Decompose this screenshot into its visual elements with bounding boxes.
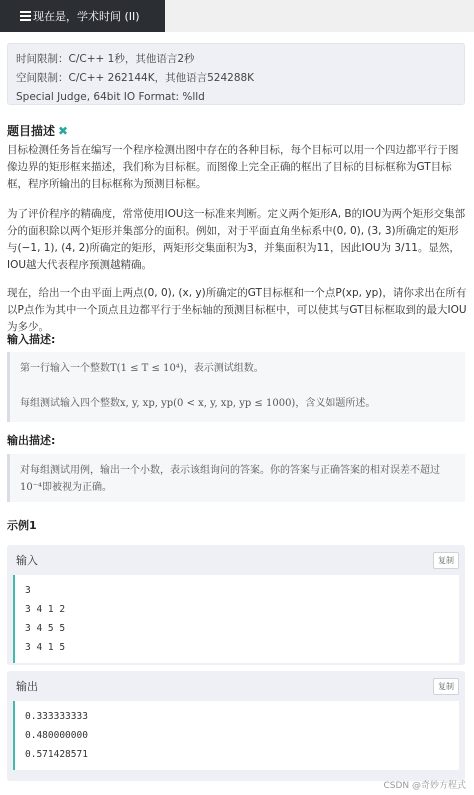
example-input-content bbox=[13, 575, 459, 663]
nav-tab-current[interactable] bbox=[0, 0, 165, 32]
problem-paragraph-3: 现在，给出一个由平面上两点(0, 0), (x, y)所确定的GT目标框和一个点P(xp, yp)，请你求出在所有以P点作为其中一个顶点且边都平行于坐标轴的预测目标框中，可以使其与GT目标框取到的最大IOU为多少。 bbox=[7, 287, 467, 333]
input-desc-title: 输入描述: bbox=[7, 333, 56, 346]
input-desc-line-2: 每组测试输入四个整数x, y, xp, yp(0 < x, y, xp, yp ≤ 1000)，含义如题所述。 bbox=[20, 398, 376, 409]
copy-output-button[interactable]: 复制 bbox=[433, 678, 459, 695]
output-line: 0.571428571 bbox=[25, 749, 88, 760]
input-line: 3 4 1 5 bbox=[25, 642, 66, 653]
problem-title bbox=[7, 122, 68, 139]
nav-tab-title: 现在是，学术时间 (II) bbox=[33, 10, 140, 23]
judge-info: Special Judge, 64bit IO Format: %lld bbox=[16, 91, 205, 103]
input-desc-box bbox=[7, 352, 465, 422]
problem-paragraph-2: 为了评价程序的精确度，常常使用IOU这一标准来判断。定义两个矩形A, B的IOU为两个矩形交集部分的面积除以两个矩形并集部分的面积。例如，对于平面直角坐标系中(0, 0), (3, 3)所确定的矩形与(−1, 1), (4, 2)所确定的矩形，两矩形交集面积为3，并集面积为11，因此IOU为 3/11。显然，IOU越大代表程序预测越精确。 bbox=[7, 208, 466, 271]
output-desc-title: 输出描述: bbox=[7, 434, 56, 447]
top-nav-bar bbox=[0, 0, 474, 32]
copy-input-button[interactable]: 复制 bbox=[433, 552, 459, 569]
input-desc-line-1: 第一行输入一个整数T(1 ≤ T ≤ 10⁴)，表示测试组数。 bbox=[20, 363, 264, 374]
input-line: 3 4 1 2 bbox=[25, 604, 66, 615]
expand-icon[interactable]: ✖ bbox=[58, 124, 69, 138]
example-output-content bbox=[13, 701, 459, 770]
example-input-label: 输入 bbox=[16, 554, 38, 567]
output-line: 0.480000000 bbox=[25, 730, 88, 741]
menu-icon bbox=[20, 9, 31, 23]
problem-paragraph-1: 目标检测任务旨在编写一个程序检测出图中存在的各种目标，每个目标可以用一个四边都平行于图像边界的矩形框来描述，我们称为目标框。而图像上完全正确的框出了目标的目标框称为GT目标框，程序所输出的目标框称为预测目标框。 bbox=[7, 144, 459, 190]
output-line: 0.333333333 bbox=[25, 711, 88, 722]
space-limit: 空间限制：C/C++ 262144K，其他语言524288K bbox=[16, 72, 255, 84]
example-title: 示例1 bbox=[7, 519, 37, 532]
watermark: CSDN @奇妙方程式 bbox=[383, 781, 466, 791]
input-line: 3 bbox=[25, 585, 31, 596]
limits-panel bbox=[7, 43, 465, 105]
example-output-box bbox=[7, 671, 465, 781]
output-desc-box bbox=[7, 454, 465, 502]
input-line: 3 4 5 5 bbox=[25, 623, 66, 634]
problem-title-label: 题目描述 bbox=[7, 124, 56, 138]
time-limit: 时间限制：C/C++ 1秒，其他语言2秒 bbox=[16, 53, 195, 65]
example-input-header bbox=[7, 545, 465, 575]
example-output-label: 输出 bbox=[16, 680, 38, 693]
example-input-box bbox=[7, 545, 465, 665]
example-output-header bbox=[7, 671, 465, 701]
output-desc-line-1: 对每组测试用例，输出一个小数，表示该组询问的答案。你的答案与正确答案的相对误差不超过10⁻⁴即被视为正确。 bbox=[20, 465, 440, 493]
